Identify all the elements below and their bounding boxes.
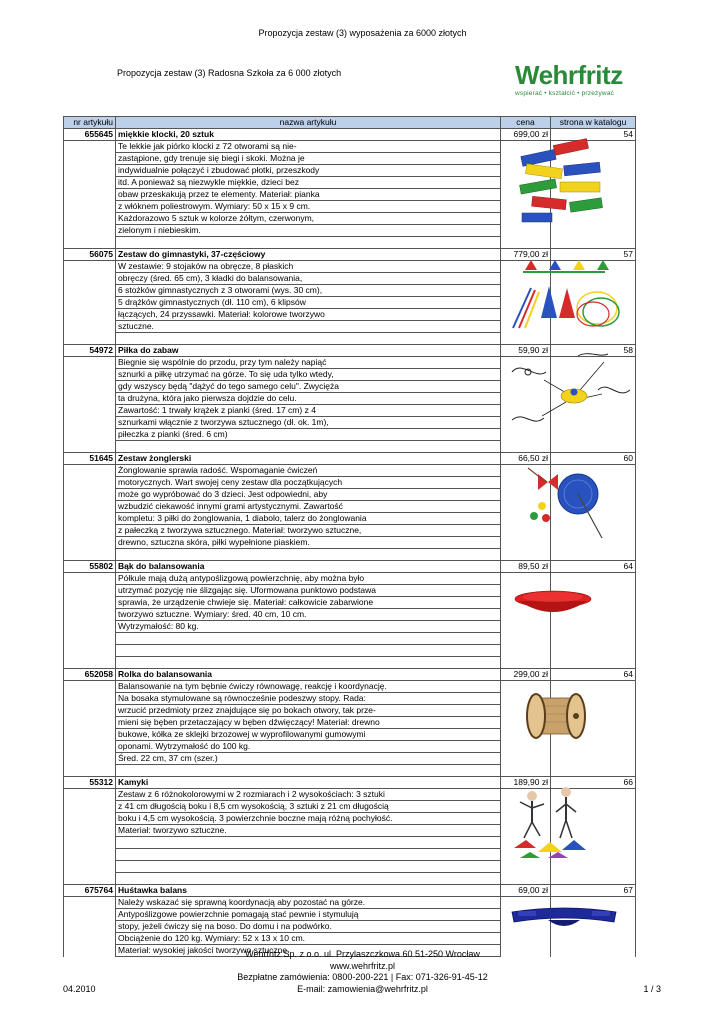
description-line: Obciążenie do 120 kg. Wymiary: 52 x 13 x 10 cm. (116, 933, 501, 945)
juggling-set-image (522, 460, 607, 540)
empty-cell (501, 237, 551, 249)
article-name: Zestaw żonglerski (116, 453, 501, 465)
description-line: Materiał: wysokiej jakości tworzywo sztuczne. (116, 945, 501, 957)
empty-cell (64, 789, 116, 801)
description-line: piłeczka z pianki (śred. 6 cm) (116, 429, 501, 441)
description-line: ta drużyna, która jako pierwsza dojdzie do celu. (116, 393, 501, 405)
article-name: Rolka do balansowania (116, 669, 501, 681)
product-title-row (64, 561, 636, 573)
empty-cell (551, 333, 636, 345)
article-number: 56075 (64, 249, 116, 261)
catalog-page: 60 (551, 453, 636, 465)
empty-cell (64, 201, 116, 213)
catalog-page: 67 (551, 885, 636, 897)
empty-cell (64, 705, 116, 717)
empty-cell (64, 141, 116, 153)
catalog-page: 64 (551, 669, 636, 681)
empty-cell (501, 753, 551, 765)
description-row (64, 573, 636, 585)
balance-roll-image (526, 686, 588, 746)
footer-website: www.wehrfritz.pl (329, 960, 395, 971)
article-name: miękkie klocki, 20 sztuk (116, 129, 501, 141)
blank-row (64, 549, 636, 561)
empty-cell (64, 369, 116, 381)
empty-cell (64, 657, 116, 669)
catalog-page: 54 (551, 129, 636, 141)
article-name: Zestaw do gimnastyki, 37-częściowy (116, 249, 501, 261)
empty-cell (551, 645, 636, 657)
empty-cell (64, 861, 116, 873)
article-price: 189,90 zł (501, 777, 551, 789)
description-line: sznurki a piłkę utrzymać na górze. To się uda tylko wtedy, (116, 369, 501, 381)
description-line: z włóknem poliestrowym. Wymiary: 50 x 15 x 9 cm. (116, 201, 501, 213)
description-row (64, 753, 636, 765)
balance-top-image (513, 587, 593, 617)
empty-cell (64, 477, 116, 489)
empty-cell (501, 645, 551, 657)
blank-row (64, 237, 636, 249)
article-number: 675764 (64, 885, 116, 897)
description-line: motorycznych. Wart swojej ceny zestaw dla początkujących (116, 477, 501, 489)
page-title: Propozycja zestaw (3) wyposażenia za 6000 złotych (258, 28, 467, 38)
description-line: Na bosaka stymulowane są równocześnie podeszwy stopy. Rada: (116, 693, 501, 705)
description-line: Każdorazowo 5 sztuk w kolorze żółtym, czerwonym, (116, 213, 501, 225)
description-line: stopy, jeżeli ćwiczy się na boso. Do domu i na podwórko. (116, 921, 501, 933)
empty-cell (501, 225, 551, 237)
empty-cell (64, 693, 116, 705)
empty-cell (64, 393, 116, 405)
article-number: 54972 (64, 345, 116, 357)
empty-cell (64, 465, 116, 477)
empty-cell (116, 849, 501, 861)
empty-cell (64, 825, 116, 837)
empty-cell (116, 657, 501, 669)
empty-cell (501, 333, 551, 345)
empty-cell (64, 273, 116, 285)
description-line: Żonglowanie sprawia radość. Wspomaganie ćwiczeń (116, 465, 501, 477)
empty-cell (551, 441, 636, 453)
blank-row (64, 861, 636, 873)
soft-blocks-image (512, 138, 612, 226)
empty-cell (551, 549, 636, 561)
empty-cell (501, 573, 551, 585)
empty-cell (64, 297, 116, 309)
empty-cell (64, 513, 116, 525)
empty-cell (64, 357, 116, 369)
description-line: utrzymać pozycję nie ślizgając się. Uformowana punktowo podstawa (116, 585, 501, 597)
empty-cell (64, 909, 116, 921)
empty-cell (551, 621, 636, 633)
empty-cell (64, 633, 116, 645)
document-subtitle: Propozycja zestaw (3) Radosna Szkoła za 6 000 złotych (117, 68, 342, 78)
article-price: 59,90 zł (501, 345, 551, 357)
article-price: 699,00 zł (501, 129, 551, 141)
description-line: sztuczne. (116, 321, 501, 333)
description-line: boku i 4,5 cm wysokością. 3 powierzchnie boczne mają różną pochyłość. (116, 813, 501, 825)
empty-cell (551, 933, 636, 945)
description-line: mieni się bęben przetaczający w bęben dźwięczący! Materiał: drewno (116, 717, 501, 729)
empty-cell (64, 261, 116, 273)
blank-row (64, 633, 636, 645)
blank-row (64, 765, 636, 777)
description-line: Zestaw z 6 różnokolorowymi w 2 rozmiarach i 2 wysokościach: 3 sztuki (116, 789, 501, 801)
empty-cell (551, 237, 636, 249)
empty-cell (64, 237, 116, 249)
empty-cell (64, 729, 116, 741)
article-number: 51645 (64, 453, 116, 465)
empty-cell (64, 153, 116, 165)
empty-cell (501, 765, 551, 777)
description-line: kompletu: 3 piłki do żonglowania, 1 diabolo, talerz do żonglowania (116, 513, 501, 525)
empty-cell (501, 621, 551, 633)
empty-cell (551, 633, 636, 645)
article-price: 779,00 zł (501, 249, 551, 261)
empty-cell (116, 861, 501, 873)
empty-cell (551, 765, 636, 777)
empty-cell (64, 333, 116, 345)
empty-cell (64, 753, 116, 765)
empty-cell (64, 501, 116, 513)
blank-row (64, 657, 636, 669)
empty-cell (64, 741, 116, 753)
column-header: cena (501, 117, 551, 129)
description-line: bukowe, kółka ze sklejki brzozowej w wyprofilowanymi gumowymi (116, 729, 501, 741)
description-line: itd. A ponieważ są niezwykle miękkie, dzieci bez (116, 177, 501, 189)
description-line: drewno, sztuczna skóra, piłki wypełnione piaskiem. (116, 537, 501, 549)
empty-cell (64, 489, 116, 501)
catalog-page: 64 (551, 561, 636, 573)
footer-email: E-mail: zamowienia@wehrfritz.pl (297, 983, 428, 994)
blank-row (64, 873, 636, 885)
empty-cell (64, 225, 116, 237)
product-title-row (64, 885, 636, 897)
empty-cell (64, 597, 116, 609)
description-line: łączących, 24 przyssawki. Materiał: kolorowe tworzywo (116, 309, 501, 321)
page-number: 1 / 3 (643, 984, 661, 994)
column-header: nr artykułu (64, 117, 116, 129)
column-header: nazwa artykułu (116, 117, 501, 129)
description-line: sprawia, że urządzenie chwieje się. Materiał: całkowicie zabarwione (116, 597, 501, 609)
empty-cell (116, 837, 501, 849)
blank-row (64, 645, 636, 657)
empty-cell (64, 321, 116, 333)
description-line: 6 stożków gimnastycznych z 3 otworami (wys. 30 cm), (116, 285, 501, 297)
empty-cell (64, 837, 116, 849)
description-line: Antypoślizgowe powierzchnie pomagają stać pewnie i stymulują (116, 909, 501, 921)
catalog-page: 57 (551, 249, 636, 261)
empty-cell (64, 441, 116, 453)
company-footer (0, 949, 725, 995)
empty-cell (64, 525, 116, 537)
empty-cell (64, 189, 116, 201)
empty-cell (64, 165, 116, 177)
empty-cell (64, 681, 116, 693)
empty-cell (501, 861, 551, 873)
catalog-page: 58 (551, 345, 636, 357)
description-line: 5 drążków gimnastycznych (dł. 110 cm), 6 klipsów (116, 297, 501, 309)
article-price: 89,50 zł (501, 561, 551, 573)
article-name: Bąk do balansowania (116, 561, 501, 573)
empty-cell (64, 177, 116, 189)
product-title-row (64, 669, 636, 681)
description-line: wzbudzić ciekawość innymi grami artystycznymi. Zawartość (116, 501, 501, 513)
description-line: obręczy (śred. 65 cm), 3 kładki do balansowania, (116, 273, 501, 285)
logo-text: Wehrfritz (515, 60, 623, 90)
description-line: sznurkami włącznie z tworzywa sztucznego (dł. ok. 1m), (116, 417, 501, 429)
footer-address: Wehrfritz Sp. z o.o. ul. Przylaszczkowa 60 51-250 Wrocław (245, 949, 480, 959)
description-line: Śred. 22 cm, 37 cm (szer.) (116, 753, 501, 765)
empty-cell (64, 429, 116, 441)
empty-cell (116, 237, 501, 249)
gymnastics-set-image (505, 258, 625, 332)
empty-cell (116, 333, 501, 345)
stepping-stones-image (512, 782, 590, 860)
description-line: z pałeczką z tworzywa sztucznego. Materiał: tworzywo sztuczne, (116, 525, 501, 537)
empty-cell (64, 645, 116, 657)
logo-tagline: wspierać • kształcić • przeżywać (515, 90, 615, 97)
column-header: strona w katalogu (551, 117, 636, 129)
empty-cell (64, 897, 116, 909)
empty-cell (551, 573, 636, 585)
empty-cell (64, 609, 116, 621)
empty-cell (551, 861, 636, 873)
empty-cell (64, 933, 116, 945)
description-row (64, 225, 636, 237)
table-header-row (64, 117, 636, 129)
description-line: Balansowanie na tym bębnie ćwiczy równowagę, reakcję i koordynację. (116, 681, 501, 693)
empty-cell (64, 873, 116, 885)
article-number: 652058 (64, 669, 116, 681)
description-line: z 41 cm długością boku i 8,5 cm wysokością, 3 sztuki z 21 cm długością (116, 801, 501, 813)
description-line: Zawartość: 1 trwały krążek z pianki (śred. 17 cm) z 4 (116, 405, 501, 417)
empty-cell (551, 657, 636, 669)
empty-cell (64, 801, 116, 813)
catalog-page: 66 (551, 777, 636, 789)
article-price: 66,50 zł (501, 453, 551, 465)
empty-cell (64, 285, 116, 297)
article-price: 69,00 zł (501, 885, 551, 897)
empty-cell (501, 633, 551, 645)
empty-cell (64, 537, 116, 549)
empty-cell (64, 213, 116, 225)
description-line: W zestawie: 9 stojaków na obręcze, 8 płaskich (116, 261, 501, 273)
wehrfritz-logo (515, 62, 635, 97)
empty-cell (116, 441, 501, 453)
empty-cell (551, 225, 636, 237)
description-line: gdy wszyscy będą "dążyć do tego samego celu". Zwycięża (116, 381, 501, 393)
empty-cell (501, 873, 551, 885)
empty-cell (64, 813, 116, 825)
article-name: Kamyki (116, 777, 501, 789)
article-number: 55312 (64, 777, 116, 789)
blank-row (64, 441, 636, 453)
empty-cell (64, 381, 116, 393)
empty-cell (64, 405, 116, 417)
empty-cell (116, 645, 501, 657)
empty-cell (501, 933, 551, 945)
article-price: 299,00 zł (501, 669, 551, 681)
description-line: Półkule mają dużą antypoślizgową powierzchnię, aby można było (116, 573, 501, 585)
description-row (64, 933, 636, 945)
empty-cell (64, 621, 116, 633)
description-line: Należy wskazać się sprawną koordynacją aby pozostać na górze. (116, 897, 501, 909)
description-line: zielonym i niebieskim. (116, 225, 501, 237)
description-line: indywidualnie połączyć i zbudować płotki, przeszkody (116, 165, 501, 177)
empty-cell (64, 849, 116, 861)
empty-cell (64, 765, 116, 777)
empty-cell (64, 417, 116, 429)
footer-phone: Bezpłatne zamówienia: 0800-200-221 | Fax: 071-326-91-45-12 (237, 972, 488, 982)
empty-cell (501, 549, 551, 561)
empty-cell (64, 921, 116, 933)
article-name: Piłka do zabaw (116, 345, 501, 357)
empty-cell (64, 717, 116, 729)
description-line: Biegnie się wspólnie do przodu, przy tym należy napiąć (116, 357, 501, 369)
description-line: obaw przeskakują przez te elementy. Materiał: pianka (116, 189, 501, 201)
description-line: tworzywo sztuczne. Wymiary: śred. 40 cm, 10 cm. (116, 609, 501, 621)
description-line: Wytrzymałość: 80 kg. (116, 621, 501, 633)
empty-cell (501, 657, 551, 669)
empty-cell (116, 549, 501, 561)
description-line: wrzucić przedmioty przez znajdujące się po bokach otwory, tak prze- (116, 705, 501, 717)
article-number: 655645 (64, 129, 116, 141)
empty-cell (116, 765, 501, 777)
description-line: zastąpione, gdy trenuje się biegi i skoki. Można je (116, 153, 501, 165)
footer-date: 04.2010 (63, 984, 96, 994)
description-line: Materiał: tworzywo sztuczne. (116, 825, 501, 837)
balance-seesaw-image (508, 902, 620, 934)
empty-cell (551, 873, 636, 885)
empty-cell (501, 441, 551, 453)
article-name: Huśtawka balans (116, 885, 501, 897)
empty-cell (116, 633, 501, 645)
description-row (64, 621, 636, 633)
play-ball-image (508, 350, 633, 440)
empty-cell (64, 549, 116, 561)
blank-row (64, 333, 636, 345)
description-line: oponami. Wytrzymałość do 100 kg. (116, 741, 501, 753)
empty-cell (116, 873, 501, 885)
empty-cell (64, 573, 116, 585)
description-line: Te lekkie jak piórko klocki z 72 otworami są nie- (116, 141, 501, 153)
empty-cell (64, 309, 116, 321)
article-number: 55802 (64, 561, 116, 573)
description-line: może go wypróbować do 3 dzieci. Jest odpowiedni, aby (116, 489, 501, 501)
empty-cell (551, 753, 636, 765)
empty-cell (64, 585, 116, 597)
